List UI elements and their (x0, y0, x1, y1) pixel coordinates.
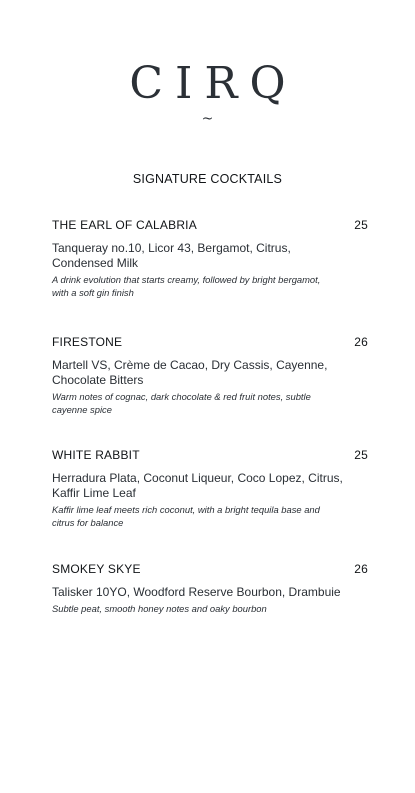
menu-item-description: Warm notes of cognac, dark chocolate & red fruit notes, subtle cayenne spice (52, 391, 311, 415)
menu-item-header (52, 218, 368, 232)
brand-logo (0, 58, 415, 127)
section-title: SIGNATURE COCKTAILS (132, 172, 283, 186)
menu-item-price: 25 (354, 218, 368, 232)
menu-item-price: 26 (354, 335, 368, 349)
menu-item-ingredients: Herradura Plata, Coconut Liqueur, Coco Lopez, Citrus, Kaffir Lime Leaf (52, 471, 343, 500)
menu-item-name: WHITE RABBIT (52, 448, 140, 462)
menu-item-name: FIRESTONE (52, 335, 123, 349)
menu-item (52, 218, 368, 299)
menu-item-price: 25 (354, 448, 368, 462)
brand-flourish: ~ (201, 111, 214, 127)
menu-item-name: SMOKEY SKYE (52, 562, 141, 576)
menu-item-description: Kaffir lime leaf meets rich coconut, with a bright tequila base and citrus for balance (52, 504, 320, 528)
menu-item-price: 26 (354, 562, 368, 576)
menu-item-header (52, 562, 368, 576)
menu-item-ingredients: Martell VS, Crème de Cacao, Dry Cassis, Cayenne, Chocolate Bitters (52, 358, 328, 387)
menu-item (52, 562, 368, 616)
menu-item-description: A drink evolution that starts creamy, followed by bright bergamot, with a soft gin finish (52, 274, 321, 298)
menu-item (52, 448, 368, 529)
menu-item-header (52, 448, 368, 462)
brand-wordmark: CIRQ (129, 58, 298, 109)
menu-item-ingredients: Tanqueray no.10, Licor 43, Bergamot, Citrus, Condensed Milk (52, 241, 291, 270)
menu-item (52, 335, 368, 416)
menu-item-name: THE EARL OF CALABRIA (52, 218, 197, 232)
menu-item-header (52, 335, 368, 349)
menu-item-description: Subtle peat, smooth honey notes and oaky bourbon (52, 603, 267, 614)
menu-item-ingredients: Talisker 10YO, Woodford Reserve Bourbon, Drambuie (52, 585, 341, 599)
